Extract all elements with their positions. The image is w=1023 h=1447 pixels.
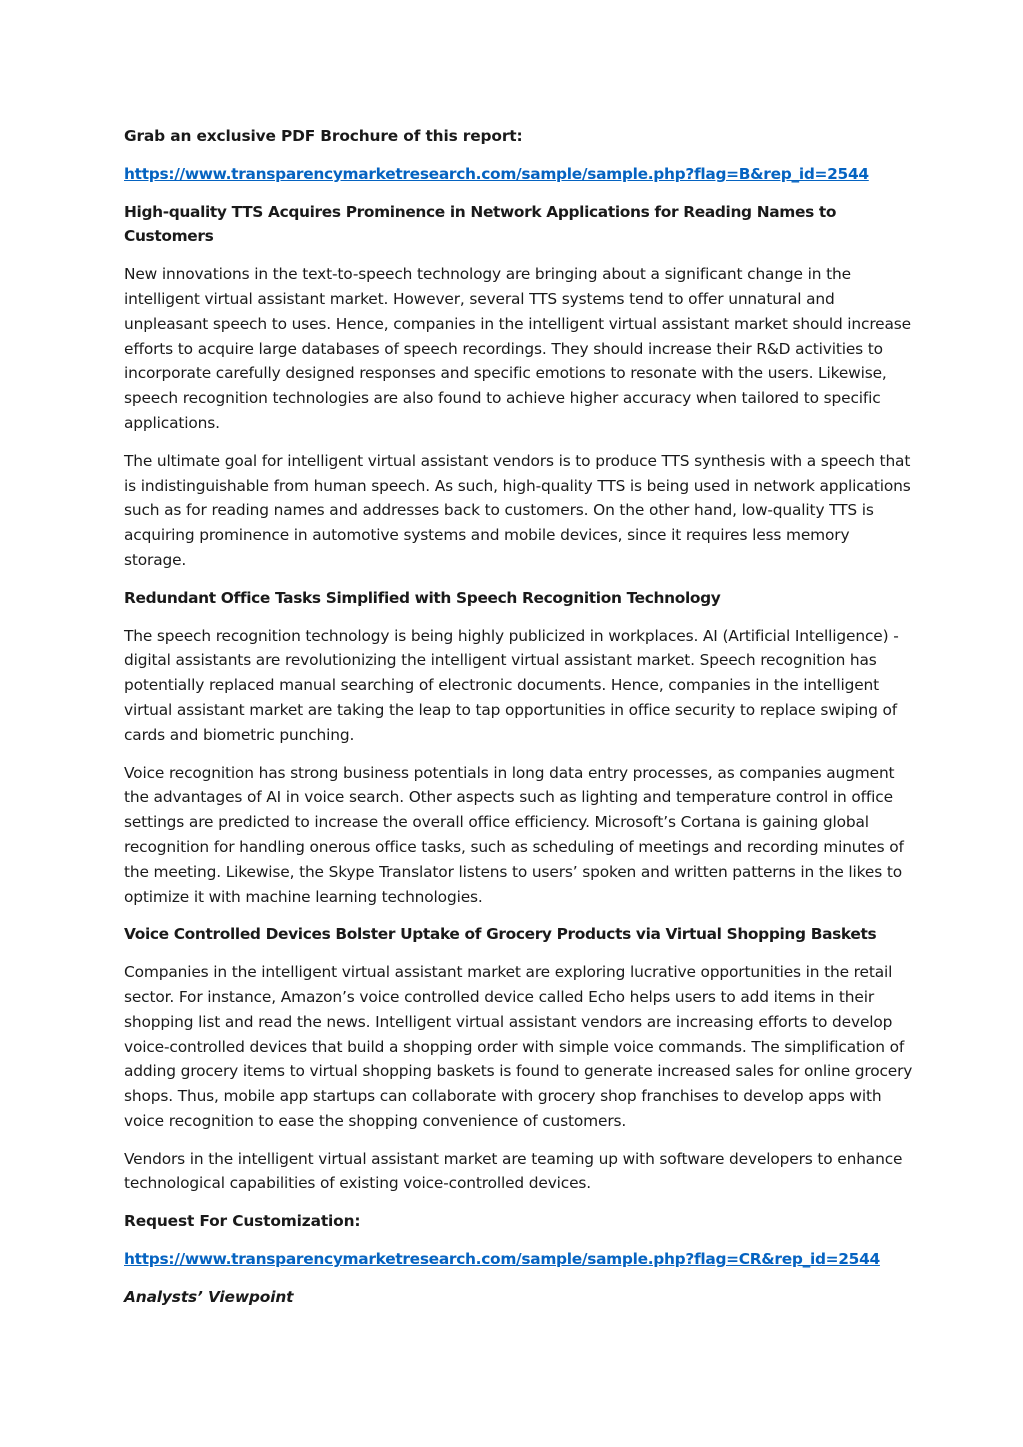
section-1-paragraph-2: The ultimate goal for intelligent virtual assistant vendors is to produce TTS synthesis with a speech that is indistinguishable from human speech. As such, high-quality TTS is being used in network applications such as for reading names and addresses back to customers. On the other hand, low-quality TTS is acquiring prominence in automotive systems and mobile devices, since it requires less memory storage. <box>124 451 911 569</box>
brochure-link[interactable]: https://www.transparencymarketresearch.com/sample/sample.php?flag=B&rep_id=2544 <box>124 164 869 183</box>
customization-label: Request For Customization: <box>124 1212 361 1231</box>
section-3-paragraph-2: Vendors in the intelligent virtual assistant market are teaming up with software developers to enhance technological capabilities of existing voice-controlled devices. <box>124 1149 903 1193</box>
brochure-link-row <box>124 162 914 187</box>
section-2-heading: Redundant Office Tasks Simplified with Speech Recognition Technology <box>124 588 721 607</box>
brochure-label: Grab an exclusive PDF Brochure of this report: <box>124 127 523 145</box>
section-3-heading: Voice Controlled Devices Bolster Uptake of Grocery Products via Virtual Shopping Baskets <box>124 925 877 944</box>
section-2-paragraph-2: Voice recognition has strong business potentials in long data entry processes, as companies augment the advantages of AI in voice search. Other aspects such as lighting and temperature control in office settings are predicted to increase the overall office efficiency. Microsoft’s Cortana is gaining global recognition for handling onerous office tasks, such as scheduling of meetings and recording minutes of the meeting. Likewise, the Skype Translator listens to users’ spoken and written patterns in the likes to optimize it with machine learning technologies. <box>124 763 904 906</box>
section-1-paragraph-1: New innovations in the text-to-speech technology are bringing about a significant change in the intelligent virtual assistant market. However, several TTS systems tend to offer unnatural and unpleasant speech to uses. Hence, companies in the intelligent virtual assistant market should increase efforts to acquire large databases of speech recordings. They should increase their R&D activities to incorporate carefully designed responses and specific emotions to resonate with the users. Likewise, speech recognition technologies are also found to achieve higher accuracy when tailored to specific applications. <box>124 265 911 432</box>
document-page <box>124 124 914 1323</box>
section-1-heading: High-quality TTS Acquires Prominence in Network Applications for Reading Names to Customers <box>124 202 837 246</box>
customization-link-row <box>124 1247 914 1272</box>
section-3-paragraph-1: Companies in the intelligent virtual assistant market are exploring lucrative opportunities in the retail sector. For instance, Amazon’s voice controlled device called Echo helps users to add items in their shopping list and read the news. Intelligent virtual assistant vendors are increasing efforts to develop voice-controlled devices that build a shopping order with simple voice commands. The simplification of adding grocery items to virtual shopping baskets is found to generate increased sales for online grocery shops. Thus, mobile app startups can collaborate with grocery shop franchises to develop apps with voice recognition to ease the shopping convenience of customers. <box>124 963 913 1130</box>
section-2-paragraph-1: The speech recognition technology is being highly publicized in workplaces. AI (Artificial Intelligence) - digital assistants are revolutionizing the intelligent virtual assistant market. Speech recognition has potentially replaced manual searching of electronic documents. Hence, companies in the intelligent virtual assistant market are taking the leap to tap opportunities in office security to replace swiping of cards and biometric punching. <box>124 626 899 744</box>
customization-link[interactable]: https://www.transparencymarketresearch.com/sample/sample.php?flag=CR&rep_id=2544 <box>124 1250 880 1269</box>
analysts-viewpoint-heading: Analysts’ Viewpoint <box>124 1287 294 1306</box>
